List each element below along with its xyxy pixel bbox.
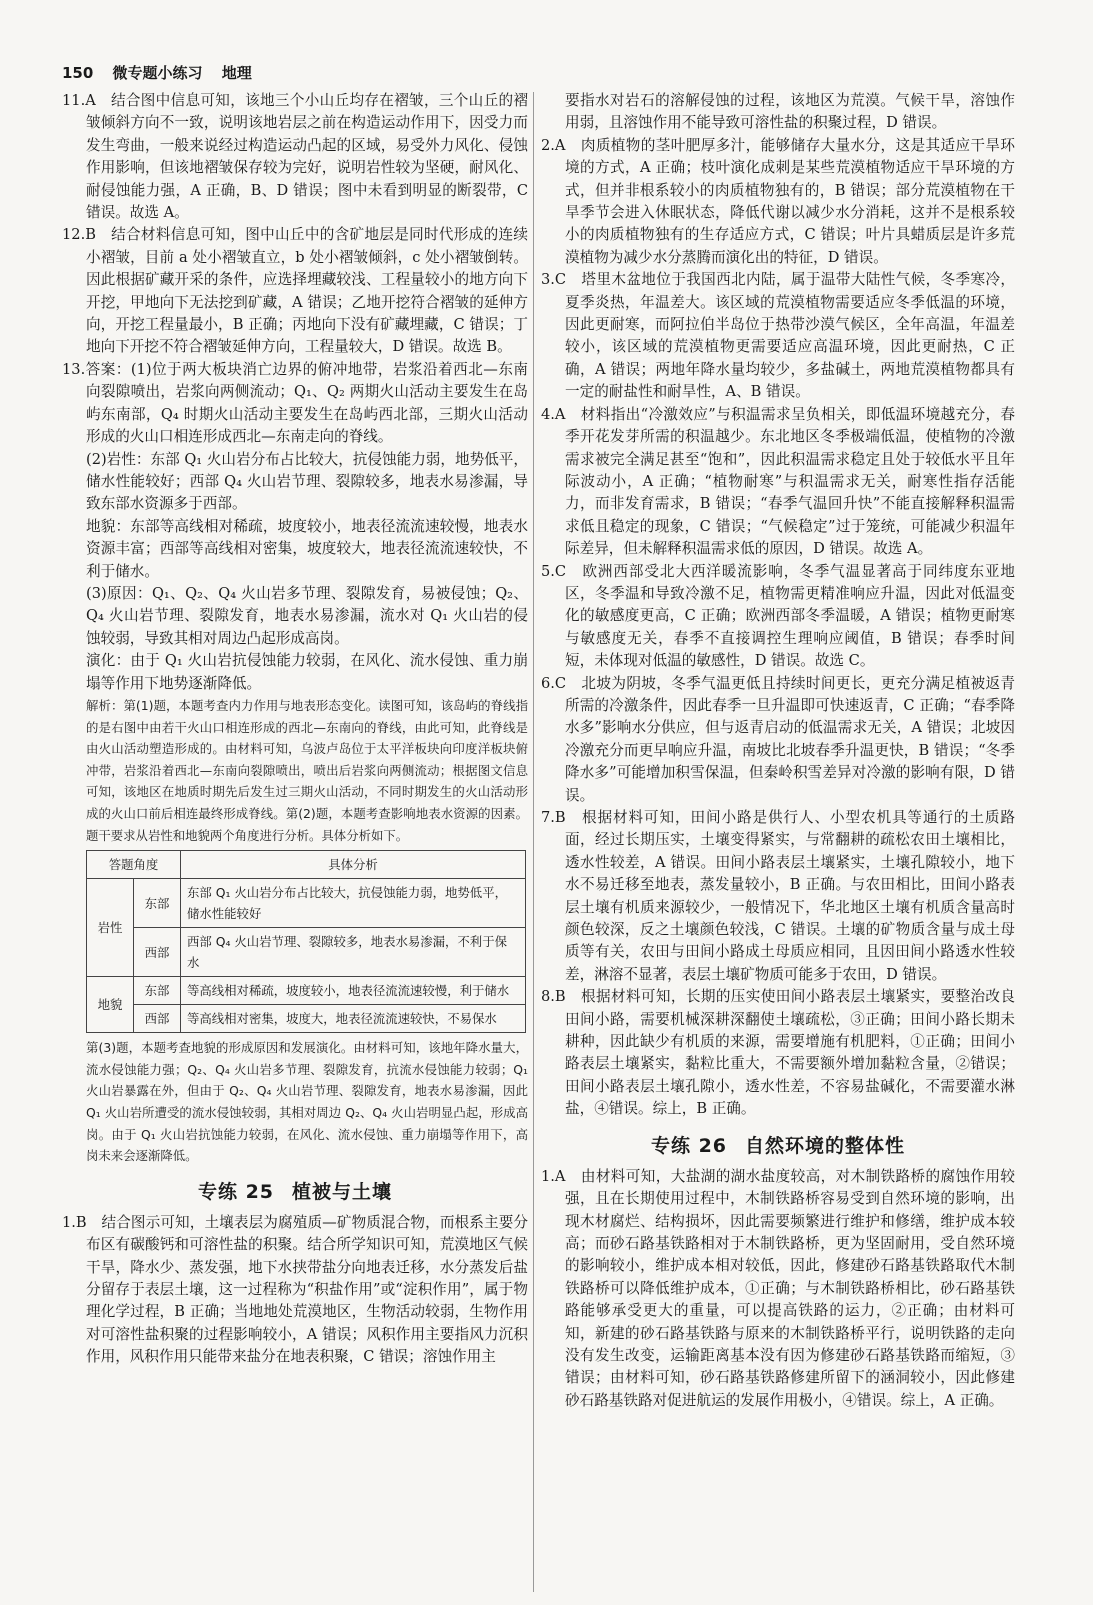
answer-13-part2-lithology: (2)岩性：东部 Q₁ 火山岩分布占比较大，抗侵蚀能力弱，地势低平，储水性能较好；西部 Q₄ 火山岩节理、裂隙较多，地表水易渗漏，导致东部水资源多于西部。 xyxy=(86,450,528,513)
table-east: 东部 xyxy=(134,977,181,1005)
answer-13-part1: 13.答案：(1)位于两大板块消亡边界的俯冲地带，岩浆沿着西北—东南向裂隙喷出，岩浆向两侧流动；Q₁、Q₂ 两期火山活动主要发生在岛屿东南部，Q₄ 时期火山活动主要发生在岛屿西北部，三期火山活动形成的火山口相连形成西北—东南走向的脊线。 xyxy=(62,360,528,446)
answer-25-1-continued: 要指水对岩石的溶解侵蚀的过程，该地区为荒漠。气候干旱，溶蚀作用弱，且溶蚀作用不能导致可溶性盐的积聚过程，D 错误。 xyxy=(565,92,1015,132)
answer-12: 12.B 结合材料信息可知，图中山丘中的含矿地层是同时代形成的连续小褶皱，目前 a 处小褶皱直立，b 处小褶皱倾斜，c 处小褶皱倒转。因此根据矿藏开采的条件，应选择埋藏较浅、工程量较小的地方向下开挖，甲地向下无法挖到矿藏，A 错误；乙地开挖符合褶皱的延伸方向，开挖工程量最小，B 正确；丙地向下没有矿藏埋藏，C 错误；丁地向下开挖不符合褶皱延伸方向，工程量较大，D 错误。故选 B。 xyxy=(62,226,528,356)
answer-25-4: 4.A 材料指出“冷激效应”与积温需求呈负相关，即低温环境越充分，春季开花发芽所需的积温越少。东北地区冬季极端低温，使植物的冷激需求被完全满足甚至“饱和”，因此积温需求稳定且处于较低水平且年际波动小，A 正确；“植物耐寒”与积温需求无关，耐寒性指存活能力，而非发育需求，B 错误；“春季气温回升快”不能直接解释积温需求低且稳定的现象，C 错误；“气候稳定”过于笼统，可能减少积温年际差异，但未解释积温需求低的原因，D 错误。故选 A。 xyxy=(541,405,1015,558)
answer-13-part2-landform: 地貌：东部等高线相对稀疏，坡度较小，地表径流流速较慢，地表水资源丰富；西部等高线相对密集，坡度较大，地表径流流速较快，不利于储水。 xyxy=(86,517,528,580)
section-name: 自然环境的整体性 xyxy=(745,1134,906,1157)
answer-11: 11.A 结合图中信息可知，该地三个小山丘均存在褶皱，三个山丘的褶皱倾斜方向不一致，说明该地岩层之前在构造运动作用下，因受力而发生弯曲，一般来说经过构造运动凸起的区域，易受外力风化、侵蚀作用影响，但该地褶皱保存较为完好，说明岩性较为坚硬，耐风化、耐侵蚀能力强，A 正确，B、D 错误；图中未看到明显的断裂带，C 错误。故选 A。 xyxy=(62,92,528,222)
analysis-13-b: 第(3)题，本题考查地貌的形成原因和发展演化。由材料可知，该地年降水量大，流水侵蚀能力强；Q₂、Q₄ 火山岩多节理、裂隙发育，抗流水侵蚀能力较弱；Q₁ 火山岩暴露在外，但由于 Q₂、Q₄ 火山岩节理、裂隙发育，地表水易渗漏，因此 Q₁ 火山岩所遭受的流水侵蚀较弱，其相对周边 Q₂、Q₄ 火山岩明显凸起，形成高岗。由于 Q₁ 火山岩抗蚀能力较弱，在风化、流水侵蚀、重力崩塌等作用下，高岗未来会逐渐降低。 xyxy=(86,1040,528,1164)
table-cell: 西部 Q₄ 火山岩节理、裂隙较多，地表水易渗漏，不利于保水 xyxy=(181,928,526,977)
subject-title: 地理 xyxy=(221,64,252,82)
book-title: 微专题小练习 xyxy=(112,64,203,82)
table-group-landform: 地貌 xyxy=(87,977,134,1033)
left-column xyxy=(62,90,528,1369)
answer-26-1: 1.A 由材料可知，大盐湖的湖水盐度较高，对木制铁路桥的腐蚀作用较强，且在长期使用过程中，木制铁路桥容易受到自然环境的影响，出现木材腐烂、结构损坏，因此需要频繁进行维护和修缮，维护成本较高；而砂石路基铁路相对于木制铁路桥，更为坚固耐用，受自然环境的影响较小，维护成本相对较低，因此，修建砂石路基铁路取代木制铁路桥可以降低维护成本，①正确；与木制铁路桥相比，砂石路基铁路能够承受更大的重量，可以提高铁路的运力，②正确；由材料可知，新建的砂石路基铁路与原来的木制铁路桥平行，说明铁路的走向没有发生改变，运输距离基本没有因为修建砂石路基铁路而缩短，③错误；由材料可知，砂石路基铁路修建所留下的涵洞较小，因此修建砂石路基铁路对促进航运的发展作用极小，④错误。综上，A 正确。 xyxy=(541,1167,1015,1409)
answer-13-part3-cause: (3)原因：Q₁、Q₂、Q₄ 火山岩多节理、裂隙发育，易被侵蚀；Q₂、Q₄ 火山岩节理、裂隙发育，地表水易渗漏，流水对 Q₁ 火山岩的侵蚀较弱，导致其相对周边凸起形成高岗。 xyxy=(86,584,528,647)
analysis-13-a: 解析：第(1)题，本题考查内力作用与地表形态变化。读图可知，该岛屿的脊线指的是右图中由若干火山口相连形成的西北—东南向的脊线，由此可知，此脊线是由火山活动塑造形成的。由材料可知，乌波卢岛位于太平洋板块向印度洋板块俯冲带，岩浆沿着西北—东南向裂隙喷出，喷出后岩浆向两侧流动；根据图文信息可知，该地区在地质时期先后发生过三期火山活动，不同时期发生的火山活动形成的火山口前后相连最终形成脊线。第(2)题，本题考查影响地表水资源的因素。题干要求从岩性和地貌两个角度进行分析。具体分析如下。 xyxy=(86,697,528,843)
answer-25-1: 1.B 结合图示可知，土壤表层为腐殖质—矿物质混合物，而根系主要分布区有碳酸钙和可溶性盐的积聚。结合所学知识可知，荒漠地区气候干旱，降水少、蒸发强，地下水挟带盐分向地表迁移，水分蒸发后盐分留存于表层土壤，这一过程称为“积盐作用”或“淀积作用”，属于物理化学过程，B 正确；当地地处荒漠地区，生物活动较弱，生物作用对可溶性盐积聚的过程影响较小，A 错误；风积作用主要指风力沉积作用，风积作用只能带来盐分在地表积聚，C 错误；溶蚀作用主 xyxy=(62,1213,528,1366)
column-divider xyxy=(533,92,534,1592)
table-cell: 等高线相对稀疏，坡度较小，地表径流流速较慢，利于储水 xyxy=(181,977,526,1005)
table-west: 西部 xyxy=(134,928,181,977)
answer-13-part3-evolution: 演化：由于 Q₁ 火山岩抗侵蚀能力较弱，在风化、流水侵蚀、重力崩塌等作用下地势逐渐降低。 xyxy=(86,652,528,692)
section-title-25 xyxy=(62,1177,528,1204)
answer-25-3: 3.C 塔里木盆地位于我国西北内陆，属于温带大陆性气候，冬季寒冷，夏季炎热，年温差大。该区域的荒漠植物需要适应冬季低温的环境，因此更耐寒，而阿拉伯半岛位于热带沙漠气候区，全年高温，年温差较小，该区域的荒漠植物更需要适应高温环境，因此更耐热，C 正确，A 错误；两地年降水量均较少，多盐碱土，两地荒漠植物都具有一定的耐盐性和耐旱性，A、B 错误。 xyxy=(541,271,1015,401)
section-number: 专练 25 xyxy=(197,1180,275,1203)
answer-25-2: 2.A 肉质植物的茎叶肥厚多汁，能够储存大量水分，这是其适应干旱环境的方式，A 正确；枝叶演化成刺是某些荒漠植物适应干旱环境的方式，但并非根系较小的肉质植物独有的，B 错误；部分荒漠植物在干旱季节会进入休眠状态，降低代谢以减少水分消耗，这并不是根系较小的肉质植物独有的生存适应方式，C 错误；叶片具蜡质层是许多荒漠植物为减少水分蒸腾而演化出的特征，D 错误。 xyxy=(541,136,1015,266)
right-column xyxy=(541,90,1015,1412)
table-cell: 等高线相对密集，坡度大，地表径流流速较快，不易保水 xyxy=(181,1005,526,1033)
section-number: 专练 26 xyxy=(650,1134,728,1157)
table-group-lithology: 岩性 xyxy=(87,879,134,977)
table-header-detail: 具体分析 xyxy=(181,851,526,879)
answer-25-6: 6.C 北坡为阴坡，冬季气温更低且持续时间更长，更充分满足植被返青所需的冷激条件，因此春季一旦升温即可快速返青，C 正确；“春季降水多”影响水分供应，但与返青启动的低温需求无关，A 错误；北坡因冷激充分而更早响应升温，南坡比北坡春季升温更快，B 错误；“冬季降水多”可能增加积雪保温，但秦岭积雪差异对冷激的影响有限，D 错误。 xyxy=(541,674,1015,804)
page-header xyxy=(62,62,266,83)
answer-25-5: 5.C 欧洲西部受北大西洋暖流影响，冬季气温显著高于同纬度东亚地区，冬季温和导致冷激不足，植物需更精准响应升温，因此对低温变化的敏感度更高，C 正确；欧洲西部冬季温暖，A 错误；植物更耐寒与敏感度无关，春季不直接调控生理响应阈值，B 错误；春季时间短，未体现对低温的敏感性，D 错误。故选 C。 xyxy=(541,562,1015,670)
answer-25-8: 8.B 根据材料可知，长期的压实使田间小路表层土壤紧实，要整治改良田间小路，需要机械深耕深翻使土壤疏松，③正确；田间小路长期未耕种，因此缺少有机质的来源，需要增施有机肥料，①正确；田间小路表层土壤紧实，黏粒比重大，不需要额外增加黏粒含量，②错误；田间小路表层土壤孔隙小，透水性差，不容易盐碱化，不需要灌水淋盐，④错误。综上，B 正确。 xyxy=(541,988,1015,1118)
table-header-angle: 答题角度 xyxy=(87,851,181,879)
page-number: 150 xyxy=(62,64,94,82)
analysis-table xyxy=(86,850,526,1033)
table-east: 东部 xyxy=(134,879,181,928)
section-name: 植被与土壤 xyxy=(292,1180,393,1203)
table-west: 西部 xyxy=(134,1005,181,1033)
section-title-26 xyxy=(541,1131,1015,1158)
table-cell: 东部 Q₁ 火山岩分布占比较大，抗侵蚀能力弱，地势低平，储水性能较好 xyxy=(181,879,526,928)
answer-25-7: 7.B 根据材料可知，田间小路是供行人、小型农机具等通行的土质路面，经过长期压实，土壤变得紧实，与常翻耕的疏松农田土壤相比，透水性较差，A 错误。田间小路表层土壤紧实，土壤孔隙较小，地下水不易迁移至地表，蒸发量较小，B 正确。与农田相比，田间小路表层土壤有机质来源较少，一般情况下，华北地区土壤有机质含量高时颜色较深，反之土壤颜色较浅，C 错误。土壤的矿物质含量与成土母质等有关，农田与田间小路成土母质应相同，且因田间小路透水性较差，淋溶不显著，表层土壤矿物质可能多于农田，D 错误。 xyxy=(541,809,1015,983)
